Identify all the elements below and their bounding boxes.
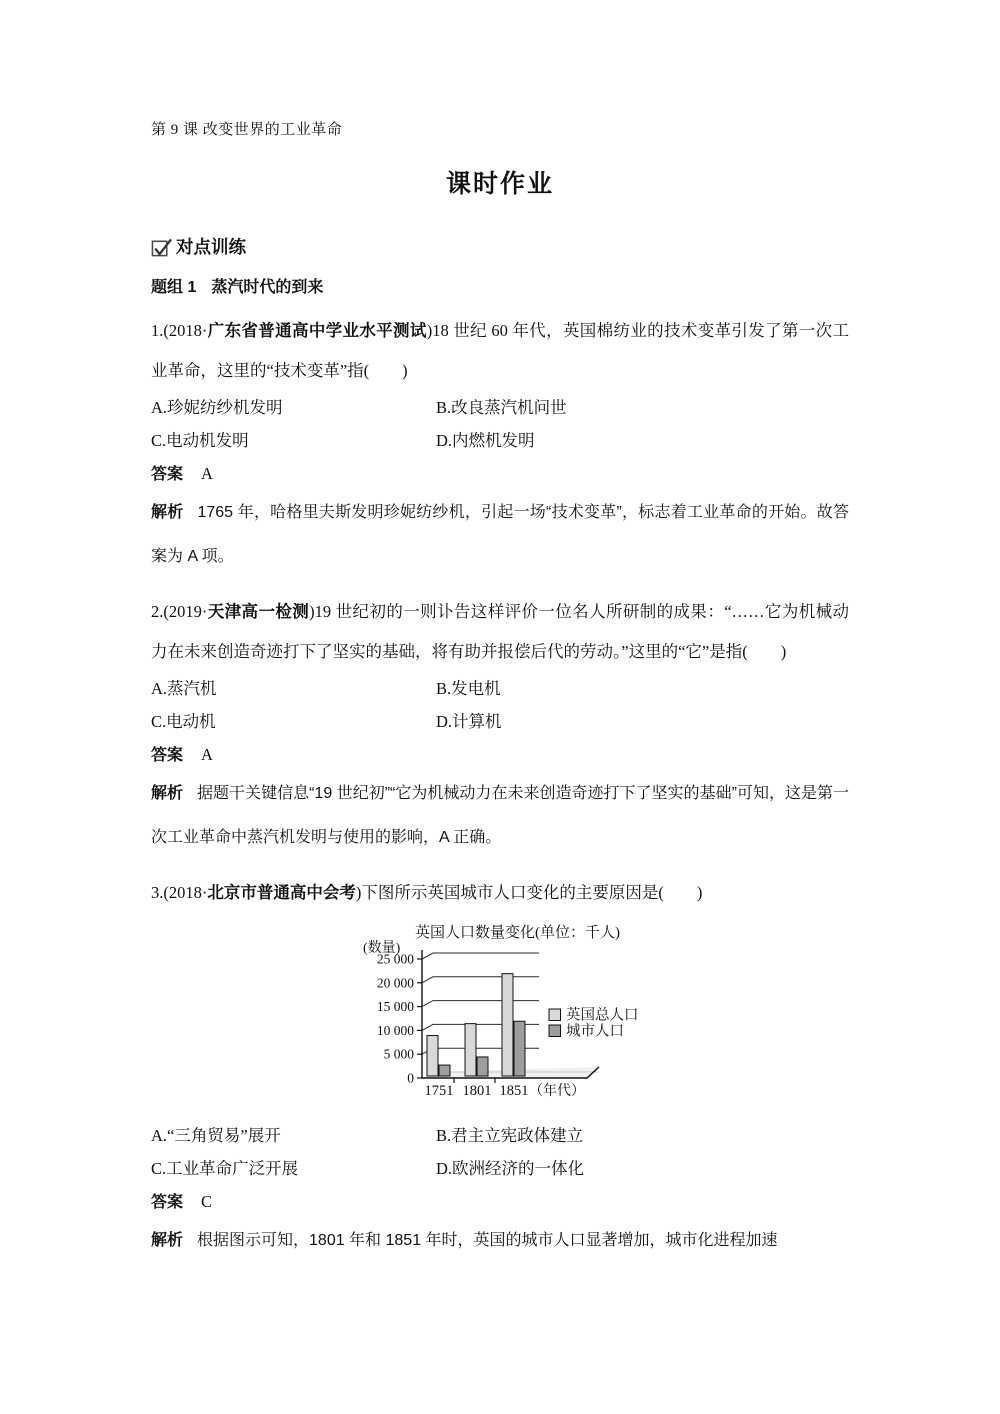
question-2 [151, 592, 849, 860]
analysis-row [151, 1219, 849, 1263]
gridline [422, 977, 539, 983]
answer-value: A [201, 745, 213, 764]
option-a: A.蒸汽机 [151, 679, 217, 698]
question-stem [151, 311, 849, 391]
question-source: 广东省普通高中学业水平测试 [207, 322, 427, 340]
legend-label: 英国总人口 [566, 1007, 639, 1024]
bar-urban-1751 [439, 1065, 450, 1076]
group-label: 题组 1 [151, 279, 197, 296]
checkbox-checked-icon [151, 237, 172, 258]
bar-urban-1851 [514, 1021, 525, 1076]
option-a: A.珍妮纺纱机发明 [151, 398, 283, 417]
y-tick-label: 20 000 [376, 975, 414, 991]
bar-urban-1801 [477, 1057, 488, 1076]
answer-value: C [201, 1192, 213, 1211]
population-chart-figure [357, 917, 697, 1117]
analysis-row [151, 491, 849, 579]
x-axis-unit-label: （年代） [529, 1084, 585, 1099]
question-number: 2.(2019· [151, 602, 208, 621]
legend-label: 城市人口 [566, 1023, 624, 1040]
answer-label: 答案 [151, 747, 184, 764]
option-d: D.欧洲经济的一体化 [436, 1159, 585, 1178]
question-1 [151, 311, 849, 579]
answer-row [151, 457, 849, 491]
gridline [422, 1001, 539, 1007]
answer-label: 答案 [151, 466, 184, 483]
question-text: )18 世纪 60 年代，英国棉纺业的技术变革引发了第一次工业革命，这里的“技术变革”指( ) [151, 321, 850, 380]
analysis-label: 解析 [151, 785, 184, 802]
answer-row [151, 738, 849, 772]
options-grid [151, 391, 849, 457]
x-tick-label: 1801 [462, 1083, 492, 1099]
question-stem [151, 592, 849, 672]
analysis-text: 根据图示可知，1801 年和 1851 年时，英国的城市人口显著增加，城市化进程加速 [197, 1232, 778, 1249]
question-text: )19 世纪初的一则讣告这样评价一位名人所研制的成果：“……它为机械动力在未来创造奇迹打下了坚实的基础，将有助并报偿后代的劳动。”这里的“它”是指( ) [151, 602, 849, 661]
bar-total-1801 [465, 1024, 476, 1076]
population-chart [357, 917, 697, 1117]
bar-total-1851 [502, 974, 513, 1076]
option-a: A.“三角贸易”展开 [151, 1126, 281, 1145]
option-c: C.工业革命广泛开展 [151, 1159, 299, 1178]
option-d: D.内燃机发明 [436, 431, 535, 450]
question-stem [151, 873, 849, 913]
legend-swatch-urban [549, 1025, 561, 1037]
gridline [422, 953, 539, 959]
question-number: 3.(2018· [151, 883, 208, 902]
option-c: C.电动机发明 [151, 431, 249, 450]
question-3 [151, 873, 849, 1263]
question-source: 北京市普通高中会考 [207, 884, 356, 902]
question-group-title [151, 277, 849, 298]
answer-value: A [201, 464, 213, 483]
question-number: 1.(2018· [151, 321, 208, 340]
option-b: B.发电机 [436, 679, 501, 698]
option-b: B.君主立宪政体建立 [436, 1126, 584, 1145]
y-tick-label: 25 000 [376, 951, 414, 967]
bar-total-1751 [427, 1036, 438, 1076]
x-tick-label: 1751 [424, 1083, 454, 1099]
option-c: C.电动机 [151, 712, 216, 731]
question-text: )下图所示英国城市人口变化的主要原因是( ) [355, 883, 703, 902]
analysis-label: 解析 [151, 1232, 184, 1249]
options-grid [151, 1119, 849, 1185]
analysis-row [151, 772, 849, 860]
answer-label: 答案 [151, 1194, 184, 1211]
answer-row [151, 1185, 849, 1219]
y-tick-label: 15 000 [376, 999, 414, 1015]
legend-swatch-total [549, 1009, 561, 1021]
group-title-text: 蒸汽时代的到来 [211, 279, 324, 296]
y-tick-label: 10 000 [376, 1022, 414, 1038]
chart-y-axis-caption: (数量) [363, 941, 401, 956]
option-d: D.计算机 [436, 712, 502, 731]
question-source: 天津高一检测 [207, 603, 310, 621]
y-tick-label: 0 [407, 1070, 414, 1086]
lesson-header: 第 9 课 改变世界的工业革命 [151, 122, 343, 138]
section-marker [151, 236, 849, 258]
x-tick-label: 1851 [499, 1083, 529, 1099]
analysis-text: 据题干关键信息“19 世纪初”“它为机械动力在未来创造奇迹打下了坚实的基础”可知，这是第一次工业革命中蒸汽机发明与使用的影响，A 正确。 [151, 785, 849, 846]
y-tick-label: 5 000 [383, 1046, 414, 1062]
analysis-label: 解析 [151, 504, 184, 521]
analysis-text: 1765 年，哈格里夫斯发明珍妮纺纱机，引起一场“技术变革”，标志着工业革命的开始。故答案为 A 项。 [151, 504, 849, 565]
page-title: 课时作业 [445, 170, 554, 198]
chart-title: 英国人口数量变化(单位：千人) [415, 925, 620, 941]
option-b: B.改良蒸汽机问世 [436, 398, 567, 417]
options-grid [151, 672, 849, 738]
section-label: 对点训练 [176, 237, 246, 257]
